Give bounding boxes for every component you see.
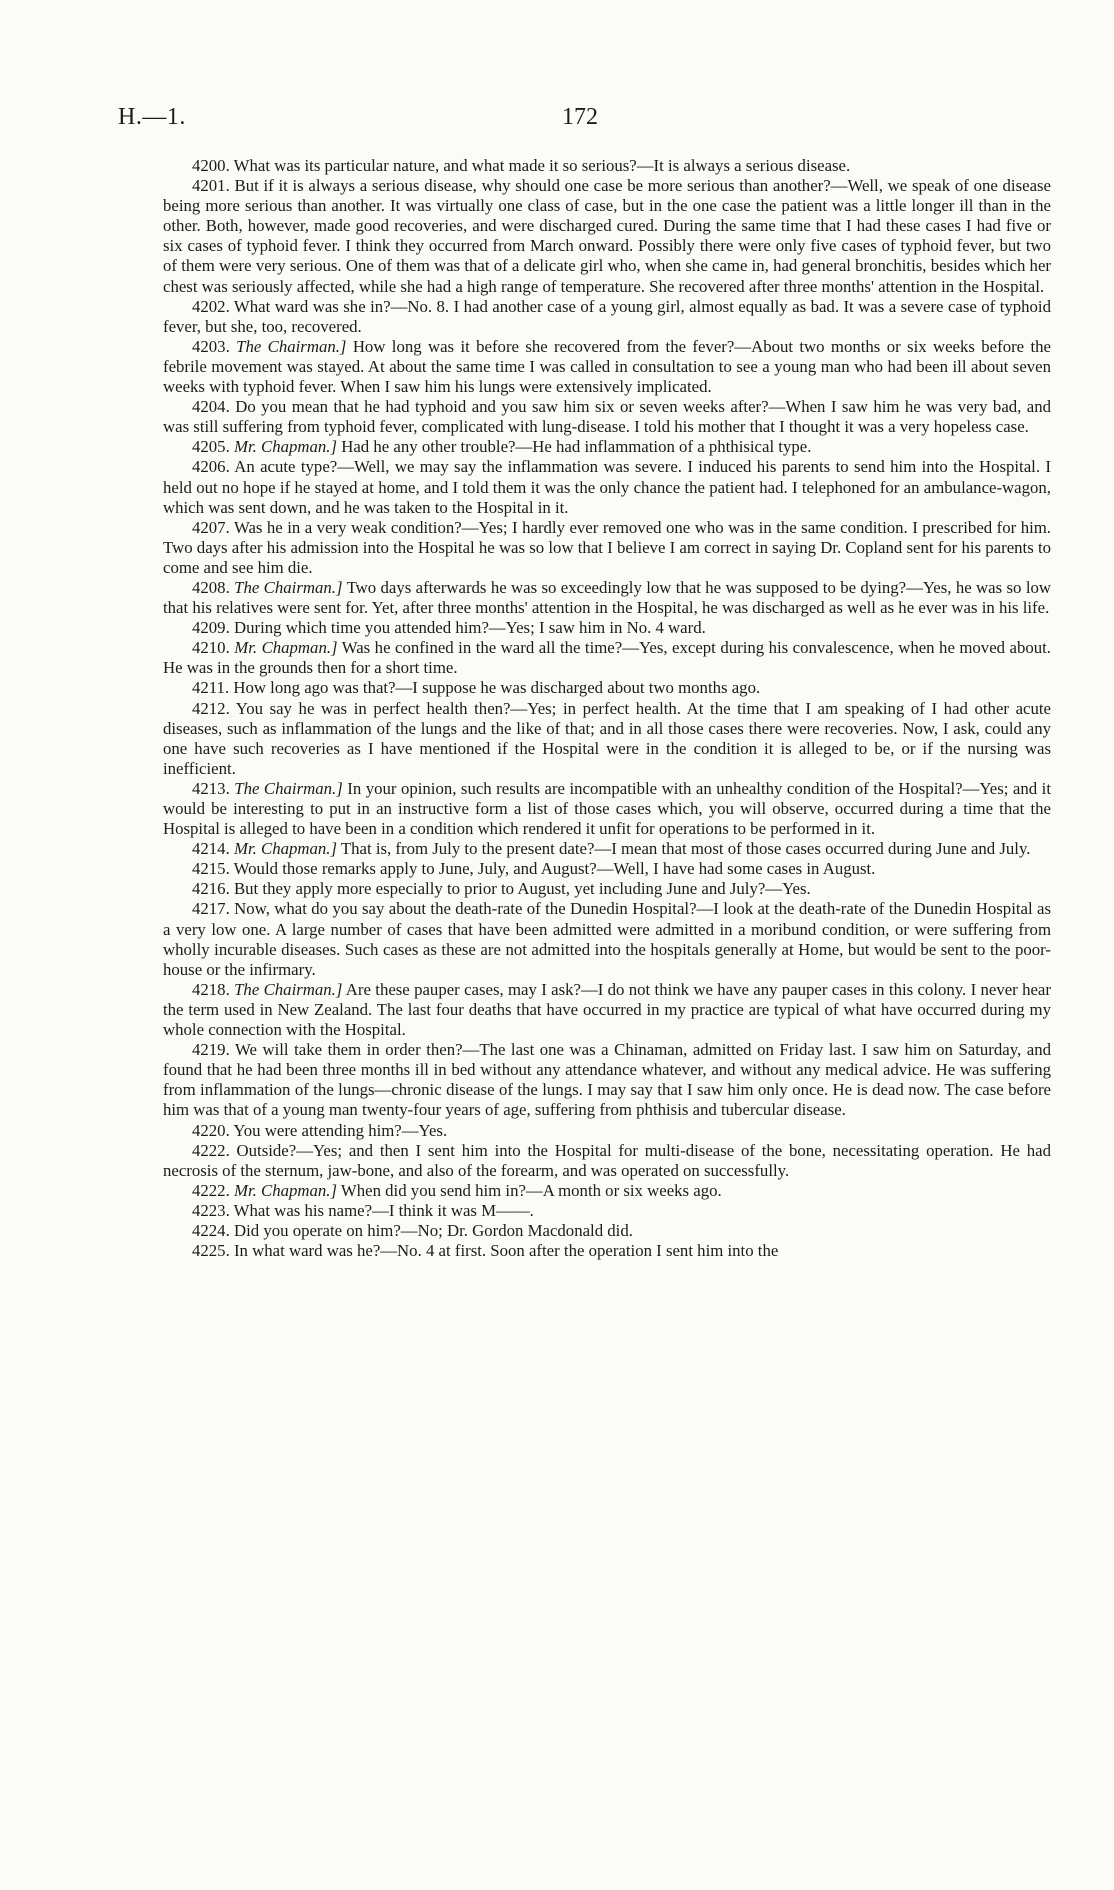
testimony-paragraph bbox=[163, 337, 1051, 397]
speaker-label: Mr. Chapman.] bbox=[234, 638, 338, 658]
testimony-paragraph bbox=[163, 1221, 1051, 1241]
speaker-label: The Chairman.] bbox=[234, 979, 343, 999]
question-number: 4224. bbox=[192, 1220, 230, 1240]
testimony-text: Was he confined in the ward all the time?—Yes, except during his convalescence, when he moved about. He was in the grounds then for a short time. bbox=[163, 638, 1051, 678]
question-number: 4212. bbox=[192, 698, 230, 718]
question-number: 4201. bbox=[192, 176, 230, 196]
question-number: 4220. bbox=[192, 1120, 230, 1140]
testimony-text: But they apply more especially to prior to August, yet including June and July?—Yes. bbox=[233, 879, 811, 899]
testimony-paragraph bbox=[163, 980, 1051, 1040]
testimony-paragraph bbox=[163, 156, 1051, 176]
question-number: 4208. bbox=[192, 577, 230, 597]
testimony-paragraph bbox=[163, 638, 1051, 678]
speaker-label: Mr. Chapman.] bbox=[233, 437, 337, 457]
testimony-paragraph bbox=[163, 779, 1051, 839]
testimony-text: In your opinion, such results are incompatible with an unhealthy condition of the Hospital?—Yes; and it would be interesting to put in an instructive form a list of those cases which, you will observe, occurred during a time that the Hospital is alleged to have been in a condition which rendered it unfit for operations to be performed in it. bbox=[163, 778, 1051, 839]
testimony-text: What ward was she in?—No. 8. I had another case of a young girl, almost equally as bad. It was a severe case of typhoid fever, but she, too, recovered. bbox=[163, 296, 1051, 336]
testimony-text: Did you operate on him?—No; Dr. Gordon Macdonald did. bbox=[233, 1220, 633, 1240]
testimony-text: We will take them in order then?—The last one was a Chinaman, admitted on Friday last. I saw him on Saturday, and found that he had been three months ill in bed without any attendance whatever, and without any medical advice. He was suffering from inflammation of the lungs—chronic disease of the lungs. I may say that I saw him only once. He is dead now. The case before him was that of a young man twenty-four years of age, suffering from phthisis and tubercular disease. bbox=[163, 1040, 1051, 1120]
question-number: 4202. bbox=[192, 296, 230, 316]
question-number: 4215. bbox=[192, 859, 230, 879]
page-number: 172 bbox=[562, 104, 598, 130]
question-number: 4210. bbox=[192, 638, 230, 658]
speaker-label: Mr. Chapman.] bbox=[233, 839, 337, 859]
testimony-paragraph bbox=[163, 578, 1051, 618]
testimony-paragraph bbox=[163, 1201, 1051, 1221]
testimony-text: How long was it before she recovered from the fever?—About two months or six weeks before the febrile movement was stayed. At about the same time I was called in consultation to see a young man who had been ill about seven weeks with typhoid fever. When I saw him his lungs were extensively implicated. bbox=[163, 336, 1051, 397]
question-number: 4217. bbox=[192, 899, 230, 919]
testimony-text: You say he was in perfect health then?—Yes; in perfect health. At the time that I am speaking of I had other acute diseases, such as inflammation of the lungs and the like of that; and in all those cases there were recoveries. Now, I ask, could any one have such recoveries as I have mentioned if the Hospital were in the condition it is alleged to be, or if the nursing was inefficient. bbox=[163, 698, 1051, 778]
testimony-paragraph bbox=[163, 699, 1051, 779]
speaker-label: The Chairman.] bbox=[234, 577, 343, 597]
testimony-text: Outside?—Yes; and then I sent him into the Hospital for multi-disease of the bone, necessitating operation. He had necrosis of the sternum, jaw-bone, and also of the forearm, and was operated on successfully. bbox=[163, 1140, 1051, 1180]
question-number: 4214. bbox=[192, 839, 230, 859]
testimony-text: Was he in a very weak condition?—Yes; I hardly ever removed one who was in the same condition. I prescribed for him. Two days after his admission into the Hospital he was so low that I believe I am correct in saying Dr. Copland sent for his parents to come and see him die. bbox=[163, 517, 1051, 577]
testimony-paragraph bbox=[163, 437, 1051, 457]
testimony-paragraph bbox=[163, 1141, 1051, 1181]
testimony-paragraph bbox=[163, 518, 1051, 578]
question-number: 4222. bbox=[192, 1140, 230, 1160]
testimony-text: But if it is always a serious disease, why should one case be more serious than another?—Well, we speak of one disease being more serious than another. It was virtually one class of case, but in the one case the patient was a little longer ill than in the other. Both, however, made good recoveries, and were discharged cured. During the same time that I had these cases I had five or six cases of typhoid fever. I think they occurred from March onward. Possibly there were only five cases of typhoid fever, but two of them were very serious. One of them was that of a delicate girl who, when she came in, had general bronchitis, besides which her chest was seriously affected, while she had a high range of temperature. She recovered after three months' attention in the Hospital. bbox=[163, 176, 1051, 296]
page-header-reference: H.—1. bbox=[118, 104, 186, 130]
question-number: 4218. bbox=[192, 979, 230, 999]
question-number: 4205. bbox=[192, 437, 230, 457]
testimony-paragraph bbox=[163, 839, 1051, 859]
speaker-label: The Chairman.] bbox=[234, 778, 343, 798]
question-number: 4222. bbox=[192, 1180, 230, 1200]
testimony-text: When did you send him in?—A month or six weeks ago. bbox=[340, 1180, 722, 1200]
testimony-text: Two days afterwards he was so exceedingly low that he was supposed to be dying?—Yes, he was so low that his relatives were sent for. Yet, after three months' attention in the Hospital, he was discharged as well as he ever was in his life. bbox=[163, 577, 1051, 618]
question-number: 4223. bbox=[192, 1200, 230, 1220]
testimony-paragraph bbox=[163, 879, 1051, 899]
speaker-label: The Chairman.] bbox=[236, 336, 347, 356]
question-number: 4211. bbox=[192, 678, 230, 698]
testimony-paragraph bbox=[163, 297, 1051, 337]
question-number: 4204. bbox=[192, 397, 230, 417]
testimony-text: In what ward was he?—No. 4 at first. Soon after the operation I sent him into the bbox=[233, 1241, 779, 1261]
testimony-text: Would those remarks apply to June, July, and August?—Well, I have had some cases in August. bbox=[233, 859, 876, 879]
question-number: 4216. bbox=[192, 879, 230, 899]
question-number: 4200. bbox=[192, 156, 230, 175]
question-number: 4209. bbox=[192, 618, 230, 638]
testimony-paragraph bbox=[163, 1040, 1051, 1120]
testimony-paragraph bbox=[163, 176, 1051, 297]
testimony-paragraph bbox=[163, 859, 1051, 879]
question-number: 4206. bbox=[192, 457, 230, 477]
question-number: 4225. bbox=[192, 1241, 230, 1261]
testimony-text: That is, from July to the present date?—I mean that most of those cases occurred during June and July. bbox=[340, 839, 1031, 859]
testimony-text: Now, what do you say about the death-rate of the Dunedin Hospital?—I look at the death-rate of the Dunedin Hospital as a very low one. A large number of cases that have been admitted were admitted in a moribund condition, or were suffering from wholly incurable diseases. Such cases as these are not admitted into the hospitals generally at Home, but would be sent to the poor-house or the infirmary. bbox=[163, 899, 1051, 979]
testimony-text: During which time you attended him?—Yes; I saw him in No. 4 ward. bbox=[233, 618, 706, 638]
question-number: 4219. bbox=[192, 1040, 230, 1060]
testimony-text: An acute type?—Well, we may say the inflammation was severe. I induced his parents to send him into the Hospital. I held out no hope if he stayed at home, and I told them it was the only chance the patient had. I telephoned for an ambulance-wagon, which was sent down, and he was taken to the Hospital in it. bbox=[163, 457, 1051, 517]
question-number: 4207. bbox=[192, 517, 230, 537]
testimony-text: Do you mean that he had typhoid and you saw him six or seven weeks after?—When I saw him he was very bad, and was still suffering from typhoid fever, complicated with lung-disease. I told his mother that I thought it was a very hopeless case. bbox=[163, 397, 1052, 437]
speaker-label: Mr. Chapman.] bbox=[233, 1180, 337, 1200]
testimony-paragraph bbox=[163, 1241, 1051, 1261]
testimony-text: How long ago was that?—I suppose he was discharged about two months ago. bbox=[233, 678, 761, 698]
question-number: 4203. bbox=[192, 336, 230, 356]
testimony-paragraph bbox=[163, 1121, 1051, 1141]
testimony-paragraph bbox=[163, 397, 1051, 437]
question-number: 4213. bbox=[192, 778, 230, 798]
testimony-paragraph bbox=[163, 899, 1051, 979]
document-body bbox=[163, 156, 1051, 1261]
testimony-text: What was his name?—I think it was M——. bbox=[233, 1200, 534, 1220]
testimony-paragraph bbox=[163, 1181, 1051, 1201]
testimony-text: What was its particular nature, and what made it so serious?—It is always a serious disease. bbox=[233, 156, 851, 175]
testimony-text: Had he any other trouble?—He had inflammation of a phthisical type. bbox=[341, 437, 812, 457]
testimony-paragraph bbox=[163, 618, 1051, 638]
testimony-paragraph bbox=[163, 678, 1051, 698]
testimony-text: You were attending him?—Yes. bbox=[233, 1120, 448, 1140]
testimony-text: Are these pauper cases, may I ask?—I do not think we have any pauper cases in this colony. I never hear the term used in New Zealand. The last four deaths that have occurred in my practice are typical of what have occurred during my whole connection with the Hospital. bbox=[163, 979, 1051, 1040]
testimony-paragraph bbox=[163, 457, 1051, 517]
